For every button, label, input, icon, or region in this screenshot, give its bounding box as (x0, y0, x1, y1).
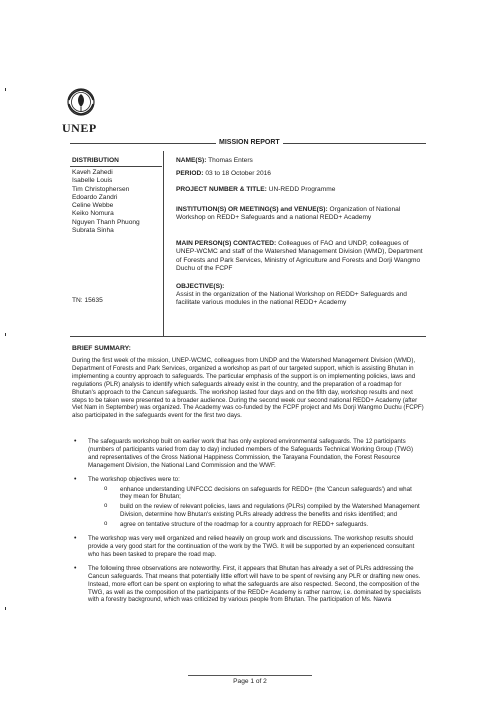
distribution-name: Subrata Sinha (72, 227, 114, 235)
institution-value: Organization of National Workshop on REDD+ Safeguards and a national REDD+ Academy (176, 206, 401, 222)
tracking-number: TN: 15635 (72, 297, 103, 304)
period-field (176, 170, 426, 178)
bullet-item: • The following three observations are noteworthy. First, it appears that Bhutan has already a set of PLRs addressing the Cancun safeguards. That means that potentially little effort will have to be spent of revising any PLR or drafting new ones. Instead, more effort can be spent on exploring to what the safeguards are also respected. Second, the composition of the TWG, as well as the composition of the participants of the REDD+ Academy is rather narrow, i.e. dominated by specialists with a forestry background, which was criticized by various people from Bhutan. The participation of Ms. Nawra (72, 565, 424, 605)
objective-value: Assist in the organization of the National Workshop on REDD+ Safeguards and facilitate various modules in the national REDD+ Academy (176, 291, 407, 307)
unep-logo-text: UNEP (62, 121, 97, 135)
distribution-rule (70, 166, 162, 167)
distribution-name: Edoardo Zandri (72, 193, 118, 201)
main-persons-label: MAIN PERSON(S) CONTACTED: (176, 240, 277, 247)
summary-bullets (72, 438, 424, 610)
distribution-list (72, 169, 140, 235)
footer-rule (188, 675, 312, 676)
sub-bullet-item: o build on the review of relevant policies, laws and regulations (PLRs) compiled by the Watershed Management Division, determine how Bhutan's existing PLRs already address the benefits and risks identified; and (102, 503, 424, 519)
sub-bullet-item: o agree on tentative structure of the roadmap for a country approach for REDD+ safeguards. (102, 521, 424, 529)
header-bottom-rule (70, 336, 426, 337)
distribution-name: Keiko Nomura (72, 210, 114, 218)
names-field (176, 157, 426, 165)
scan-mark (5, 88, 6, 91)
unep-emblem-icon (62, 88, 100, 118)
period-value: 03 to 18 October 2016 (205, 170, 271, 177)
project-label: PROJECT NUMBER & TITLE: (176, 186, 267, 193)
distribution-name: Tim Christophersen (72, 185, 130, 193)
bullet-item: • The safeguards workshop built on earlier work that has only explored environmental safeguards. The 12 participants (numbers of participants varied from day to day) included members of the Safeguards Technical Working Group (TWG) and representatives of the Gross National Happiness Commission, the Tarayana Foundation, the Forest Resource Management Division, the National Land Commission and the WWF. (72, 438, 424, 470)
distribution-name: Nguyen Thanh Phuong (72, 218, 140, 226)
distribution-name: Kaveh Zahedi (72, 169, 113, 176)
bullet-item (72, 476, 424, 529)
report-title: MISSION REPORT (216, 139, 283, 146)
names-value: Thomas Enters (208, 157, 253, 164)
period-label: PERIOD: (176, 170, 204, 177)
column-divider (163, 151, 164, 337)
institution-field (176, 206, 426, 223)
distribution-heading: DISTRIBUTION (72, 157, 119, 164)
names-label: NAME(S): (176, 157, 207, 164)
institution-label: INSTITUTION(S) OR MEETING(S) and VENUE(S): (176, 206, 328, 213)
bullet-text: The workshop objectives were to: (88, 475, 180, 483)
project-value: UN-REDD Programme (268, 186, 336, 193)
bullet-item: • The workshop was very well organized and relied heavily on group work and discussions. The workshop results should provide a very good start for the continuation of the work by the TWG. It will be supported by an experienced consultant who has been tasked to prepare the road map. (72, 535, 424, 559)
scan-mark (5, 607, 6, 610)
scan-mark (5, 333, 6, 336)
main-persons-value: Colleagues of FAO and UNDP, colleagues of UNEP-WCMC and staff of the Watershed Management Division (WMD), Department of Forests and Park Services, Ministry of Agriculture and Forests and Dorji Wangmo Duchu of the FCPF (176, 240, 423, 272)
objective-label-text: OBJECTIVE(S): (176, 283, 225, 290)
page-number: Page 1 of 2 (233, 678, 267, 685)
summary-paragraph: During the first week of the mission, UNEP-WCMC, colleagues from UNDP and the Watershed Management Division (WMD), Department of Forests and Park Services, organized a workshop as part of our targeted support, which is assisting Bhutan in implementing a country approach to safeguards. The particular emphasis of the support is on implementing policies, laws and regulations (PLR) analysis to identify which safeguards already exist in the country, and the preparation of a roadmap for Bhutan's approach to the Cancun safeguards. The workshop lasted four days and on the fifth day, workshop results and next steps to be taken were presented to a broader audience. During the second week our second national REDD+ Academy (after Viet Nam in September) was organized. The Academy was co-funded by the FCPF project and Ms Dorji Wangmo Duchu (FCPF) also participated in the safeguards event for the first two days. (72, 357, 424, 420)
summary-heading: BRIEF SUMMARY: (72, 345, 131, 352)
main-persons-field (176, 240, 426, 273)
sub-bullet-item: o enhance understanding UNFCCC decisions on safeguards for REDD+ (the 'Cancun safeguards') and what they mean for Bhutan; (102, 486, 424, 502)
distribution-name: Celine Webbe (72, 202, 114, 210)
project-field (176, 186, 426, 194)
distribution-name: Isabelle Louis (72, 177, 113, 185)
